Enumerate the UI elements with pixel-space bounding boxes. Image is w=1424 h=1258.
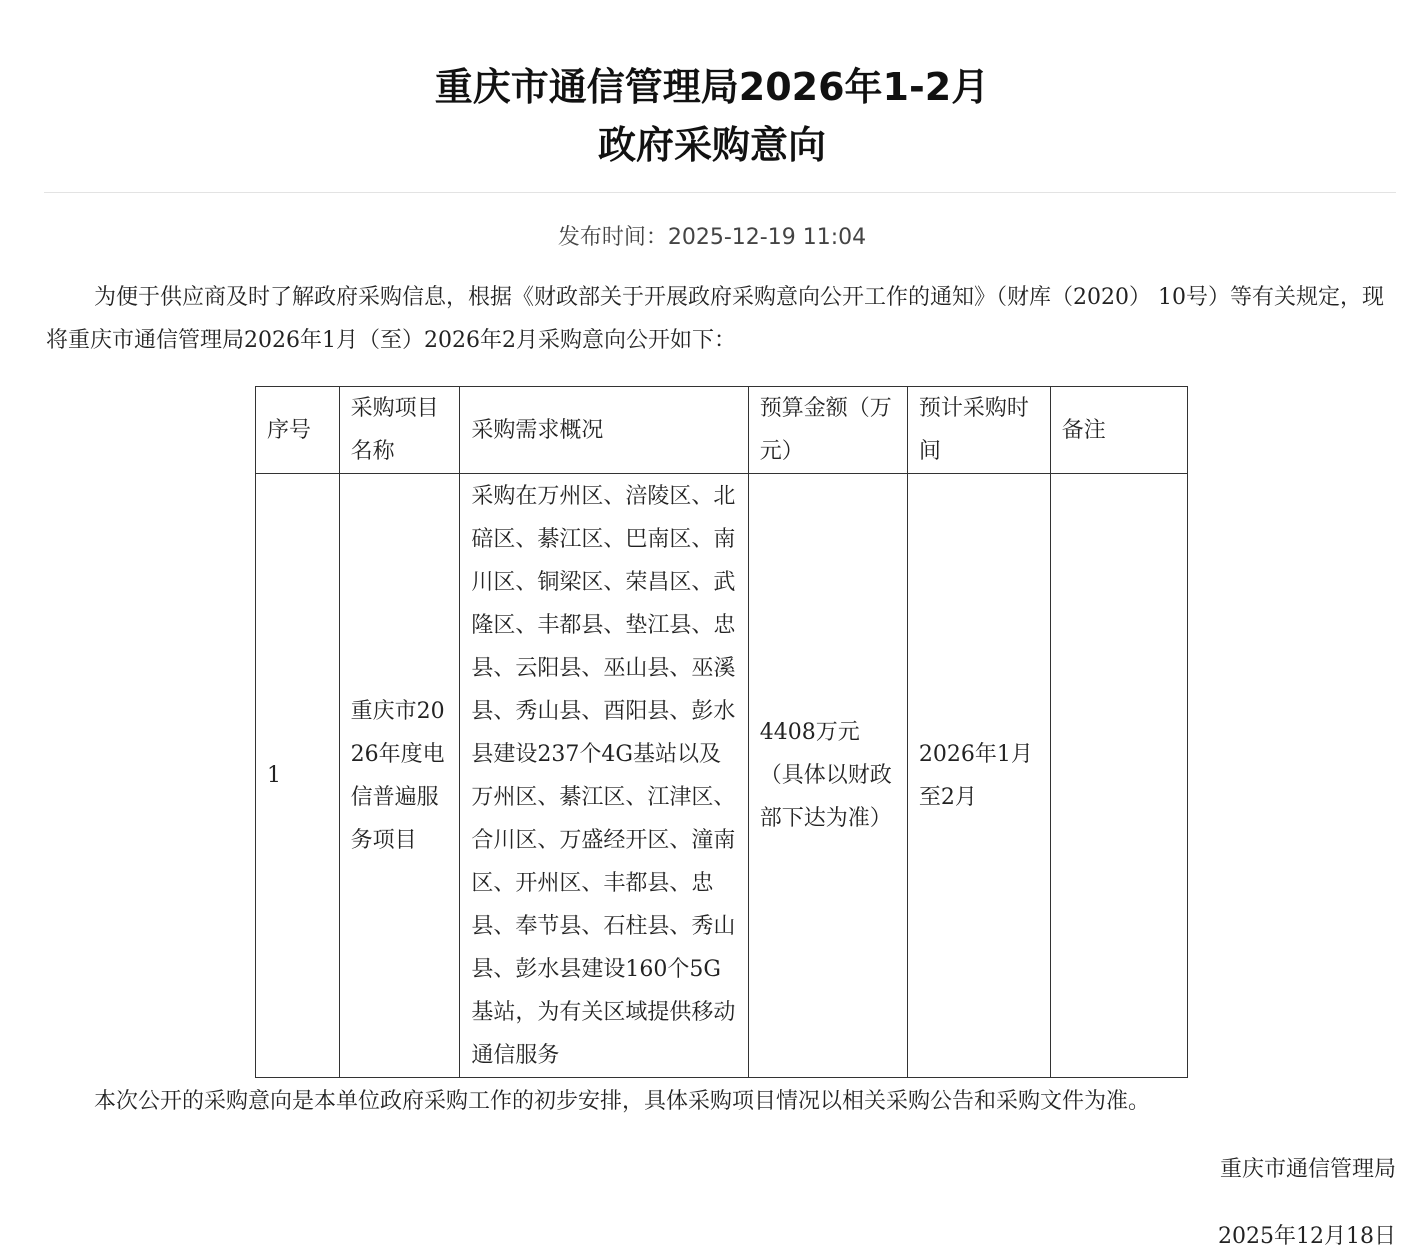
header-cell-budget: 预算金额（万元）: [748, 387, 907, 474]
header-cell-time: 预计采购时间: [907, 387, 1050, 474]
header-cell-desc: 采购需求概况: [460, 387, 748, 474]
issue-date: 2025年12月18日: [1218, 1224, 1396, 1249]
header-cell-no: 序号: [256, 387, 340, 474]
table-row: [256, 474, 1188, 1078]
table-header-row: [256, 387, 1188, 474]
closing-paragraph: 本次公开的采购意向是本单位政府采购工作的初步安排，具体采购项目情况以相关采购公告和采购文件为准。: [94, 1089, 1151, 1114]
cell-project-name: 重庆市2026年度电信普遍服务项目: [339, 474, 460, 1078]
page-title-line1: 重庆市通信管理局2026年1-2月: [434, 65, 990, 109]
page-title-line2: 政府采购意向: [597, 123, 826, 167]
header-cell-note: 备注: [1050, 387, 1187, 474]
header-divider: [44, 192, 1396, 193]
cell-budget: 4408万元（具体以财政部下达为准）: [748, 474, 907, 1078]
procurement-table: [255, 386, 1188, 1078]
cell-time: 2026年1月至2月: [907, 474, 1050, 1078]
issuer-name: 重庆市通信管理局: [1219, 1157, 1396, 1182]
header-cell-name: 采购项目名称: [339, 387, 460, 474]
intro-paragraph: 为便于供应商及时了解政府采购信息，根据《财政部关于开展政府采购意向公开工作的通知》（财库（2020） 10号）等有关规定，现将重庆市通信管理局2026年1月（至）2026年2月采购意向公开如下：: [46, 285, 1384, 353]
cell-no: 1: [256, 474, 340, 1078]
cell-requirement: 采购在万州区、涪陵区、北碚区、綦江区、巴南区、南川区、铜梁区、荣昌区、武隆区、丰都县、垫江县、忠县、云阳县、巫山县、巫溪县、秀山县、酉阳县、彭水县建设237个4G基站以及万州区、綦江区、江津区、合川区、万盛经开区、潼南区、开州区、丰都县、忠县、奉节县、石柱县、秀山县、彭水县建设160个5G基站，为有关区域提供移动通信服务: [460, 474, 748, 1078]
publish-time: 发布时间：2025-12-19 11:04: [557, 225, 867, 250]
cell-note: [1050, 474, 1187, 1078]
